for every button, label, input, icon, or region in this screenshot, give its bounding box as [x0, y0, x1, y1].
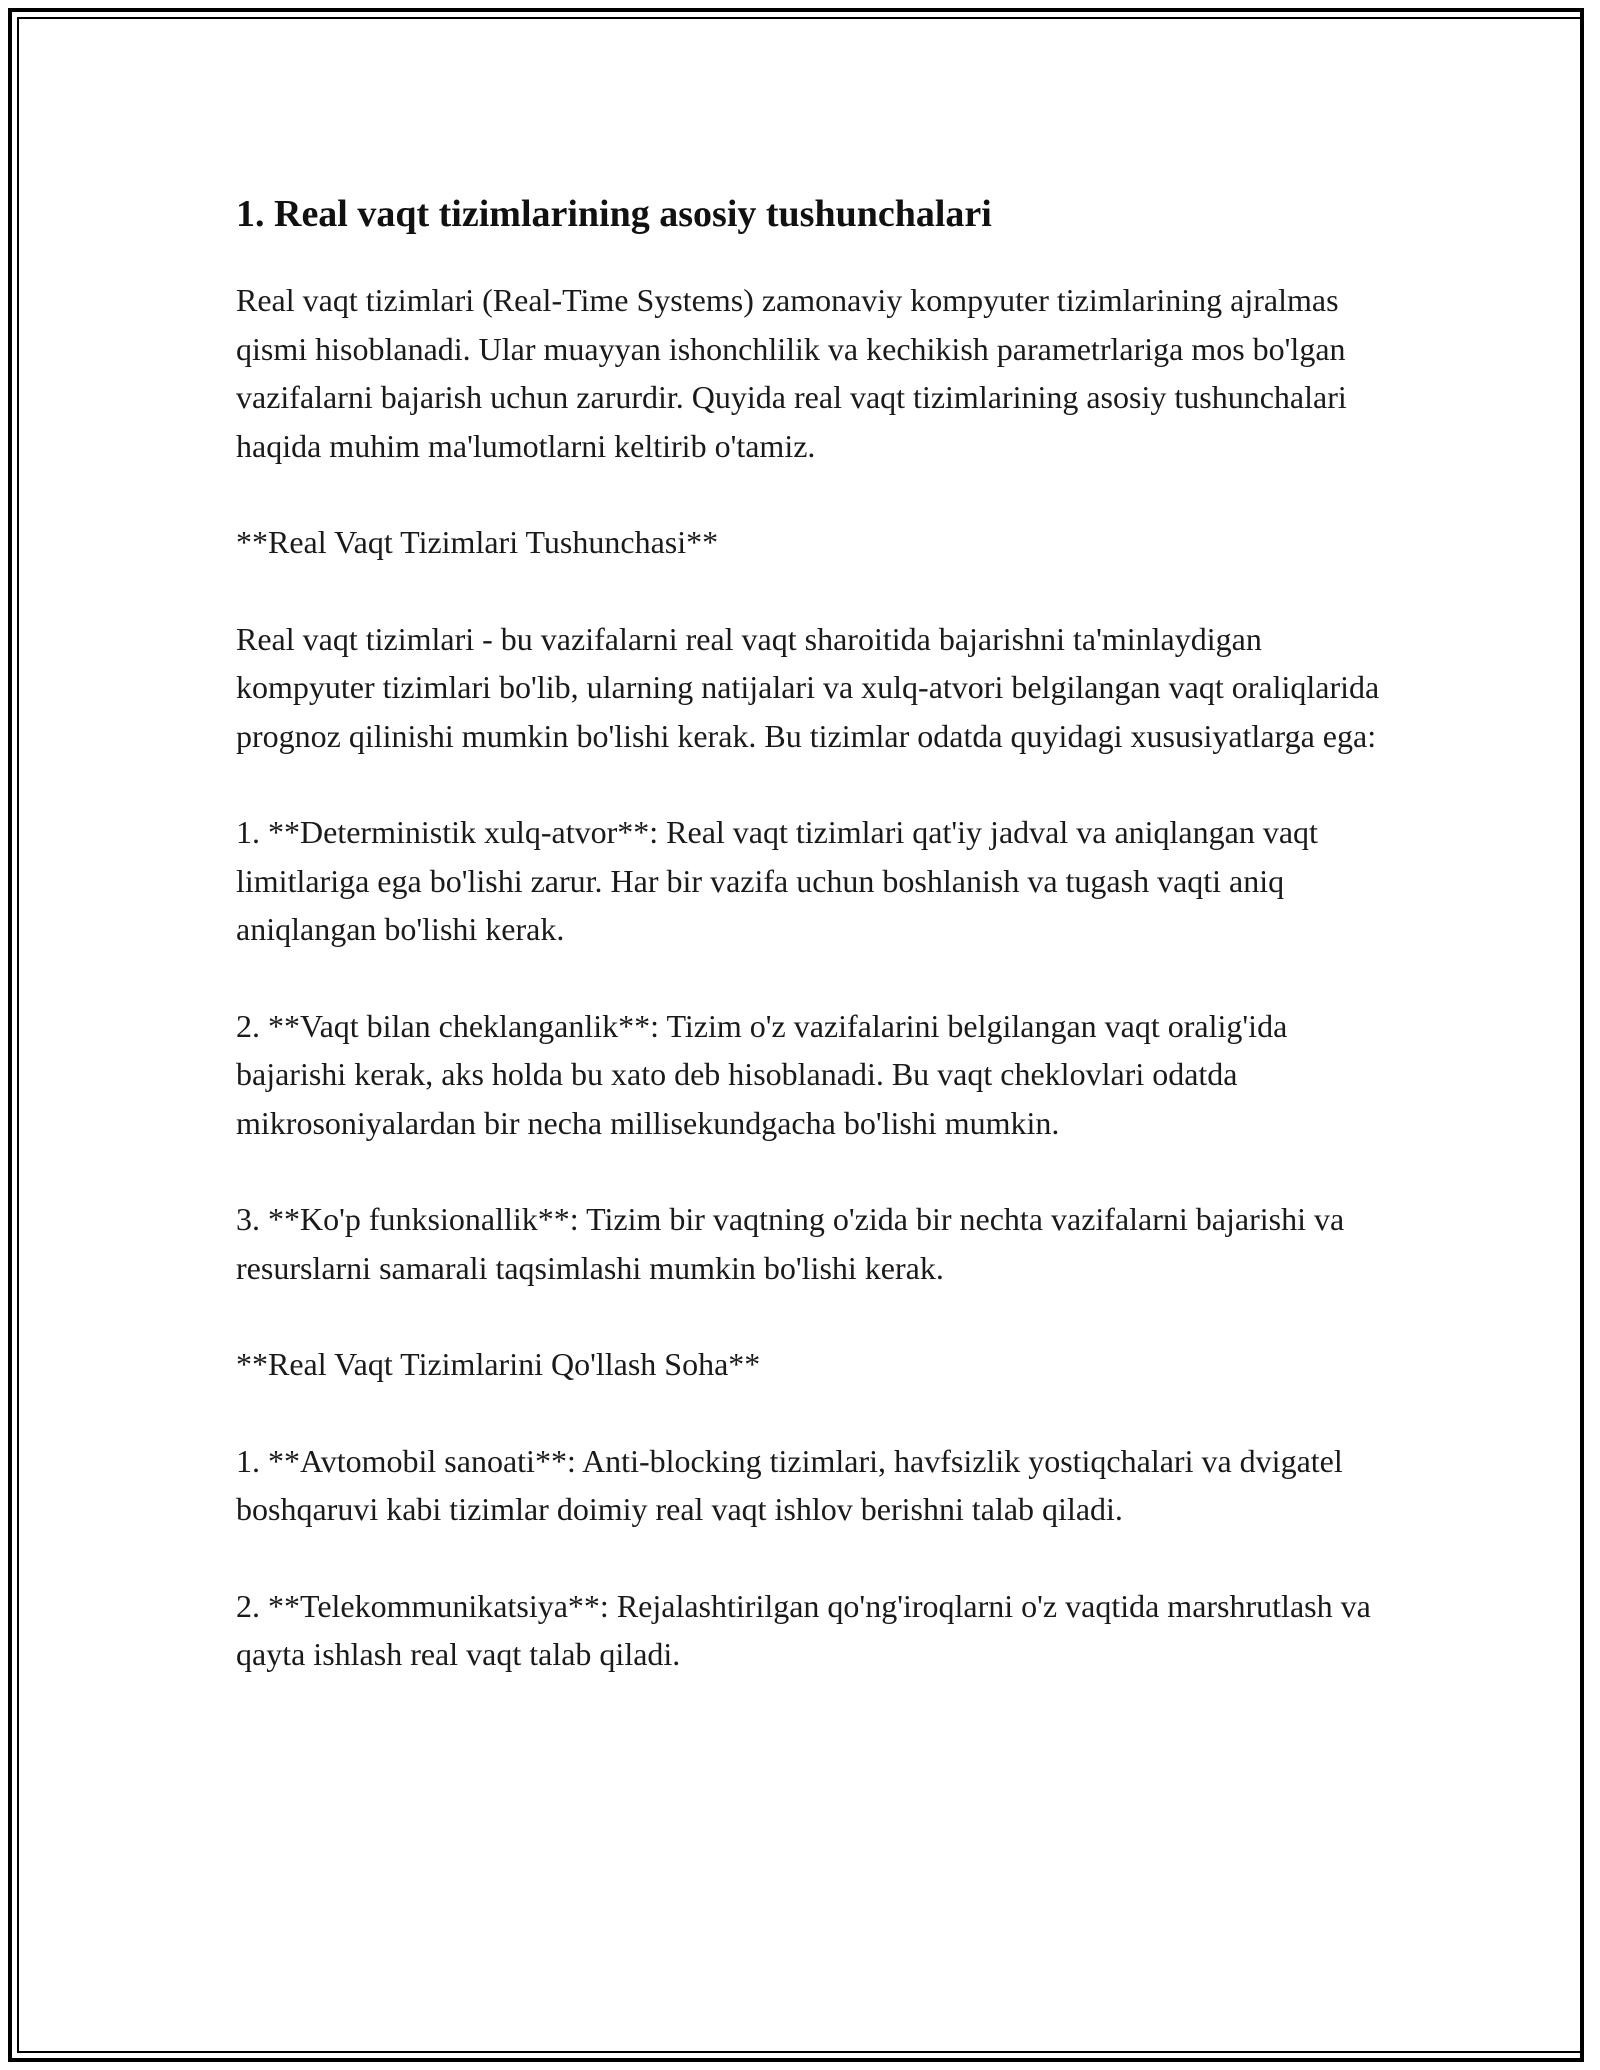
list-item-time-constraint: 2. **Vaqt bilan cheklanganlik**: Tizim o'z vazifalarini belgilangan vaqt oralig'ida bajarishi kerak, aks holda bu xato deb hisoblanadi. Bu vaqt cheklovlari odatda mikrosoniyalardan bir necha millisekundgacha bo'lishi mumkin. [236, 1007, 1288, 1141]
list-item-deterministic: 1. **Deterministik xulq-atvor**: Real vaqt tizimlari qat'iy jadval va aniqlangan vaqt limitlariga ega bo'lishi zarur. Har bir vazifa uchun boshlanish va tugash vaqti aniq aniqlangan bo'lishi kerak. [236, 814, 1318, 947]
definition-paragraph: Real vaqt tizimlari - bu vazifalarni real vaqt sharoitida bajarishni ta'minlaydigan kompyuter tizimlari bo'lib, ularning natijalari va xulq-atvori belgilangan vaqt oraliqlarida prognoz qilinishi mumkin bo'lishi kerak. Bu tizimlar odatda quyidagi xususiyatlarga ega: [236, 620, 1380, 754]
document-body [236, 184, 1396, 1727]
list-item-telecom: 2. **Telekommunikatsiya**: Rejalashtirilgan qo'ng'iroqlarni o'z vaqtida marshrutlash va qayta ishlash real vaqt talab qiladi. [236, 1587, 1371, 1672]
section-heading: 1. Real vaqt tizimlarining asosiy tushunchalari [236, 193, 992, 235]
list-item-automotive: 1. **Avtomobil sanoati**: Anti-blocking tizimlari, havfsizlik yostiqchalari va dvigatel boshqaruvi kabi tizimlar doimiy real vaqt ishlov berishni talab qiladi. [236, 1442, 1343, 1527]
subheading-concept: **Real Vaqt Tizimlari Tushunchasi** [236, 524, 719, 560]
list-item-multifunctional: 3. **Ko'p funksionallik**: Tizim bir vaqtning o'zida bir nechta vazifalarni bajarishi va resurslarni samarali taqsimlashi mumkin bo'lishi kerak. [236, 1201, 1345, 1286]
subheading-applications: **Real Vaqt Tizimlarini Qo'llash Soha** [236, 1346, 761, 1382]
intro-paragraph: Real vaqt tizimlari (Real-Time Systems) zamonaviy kompyuter tizimlarining ajralmas qismi hisoblanadi. Ular muayyan ishonchlilik va kechikish parametrlariga mos bo'lgan vazifalarni bajarish uchun zarurdir. Quyida real vaqt tizimlarining asosiy tushunchalari haqida muhim ma'lumotlarni keltirib o'tamiz. [236, 282, 1347, 464]
